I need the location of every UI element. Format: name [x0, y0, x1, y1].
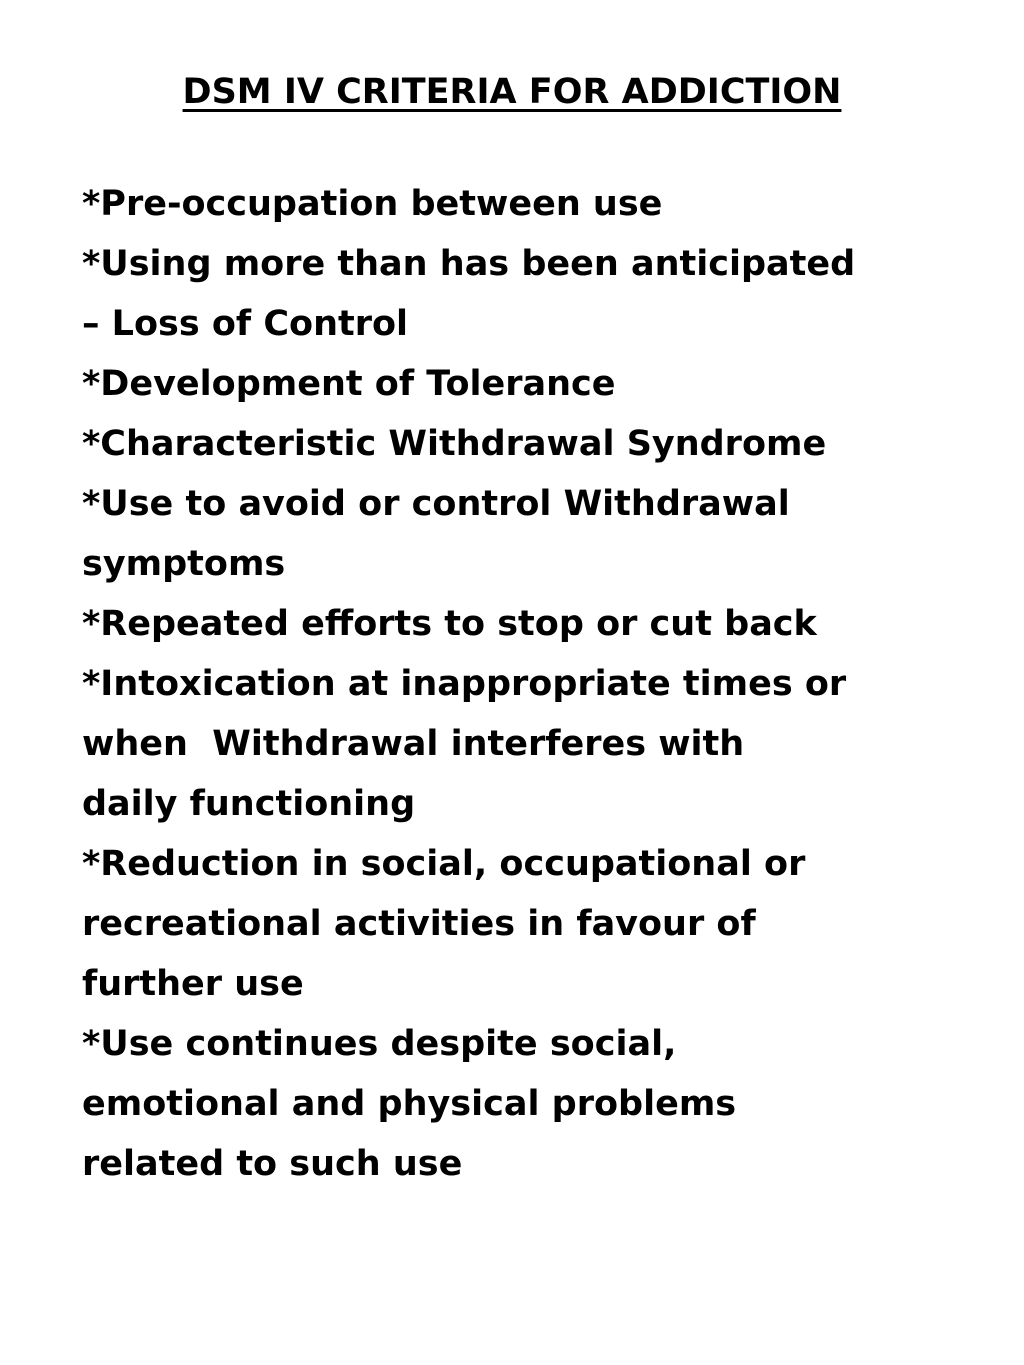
criteria-line: related to such use	[82, 1144, 463, 1184]
criteria-line: *Use to avoid or control Withdrawal	[82, 484, 790, 524]
criteria-line: *Use continues despite social,	[82, 1024, 677, 1064]
criteria-line: *Pre-occupation between use	[82, 184, 663, 224]
criteria-line: *Intoxication at inappropriate times or	[82, 664, 847, 704]
criteria-line: *Development of Tolerance	[82, 364, 616, 404]
page-title-text: DSM IV CRITERIA FOR ADDICTION	[182, 72, 842, 112]
criteria-line: – Loss of Control	[82, 304, 409, 344]
page-title	[0, 62, 1024, 122]
criteria-line: *Characteristic Withdrawal Syndrome	[82, 424, 827, 464]
criteria-line: *Reduction in social, occupational or	[82, 844, 806, 884]
criteria-line: *Using more than has been anticipated	[82, 244, 856, 284]
criteria-line: recreational activities in favour of	[82, 904, 756, 944]
criteria-line: emotional and physical problems	[82, 1084, 737, 1124]
criteria-line: when Withdrawal interferes with	[82, 724, 745, 764]
criteria-line: *Repeated efforts to stop or cut back	[82, 604, 817, 644]
criteria-list	[82, 174, 1012, 1194]
criteria-line: further use	[82, 964, 304, 1004]
criteria-line: symptoms	[82, 544, 286, 584]
criteria-line: daily functioning	[82, 784, 416, 824]
